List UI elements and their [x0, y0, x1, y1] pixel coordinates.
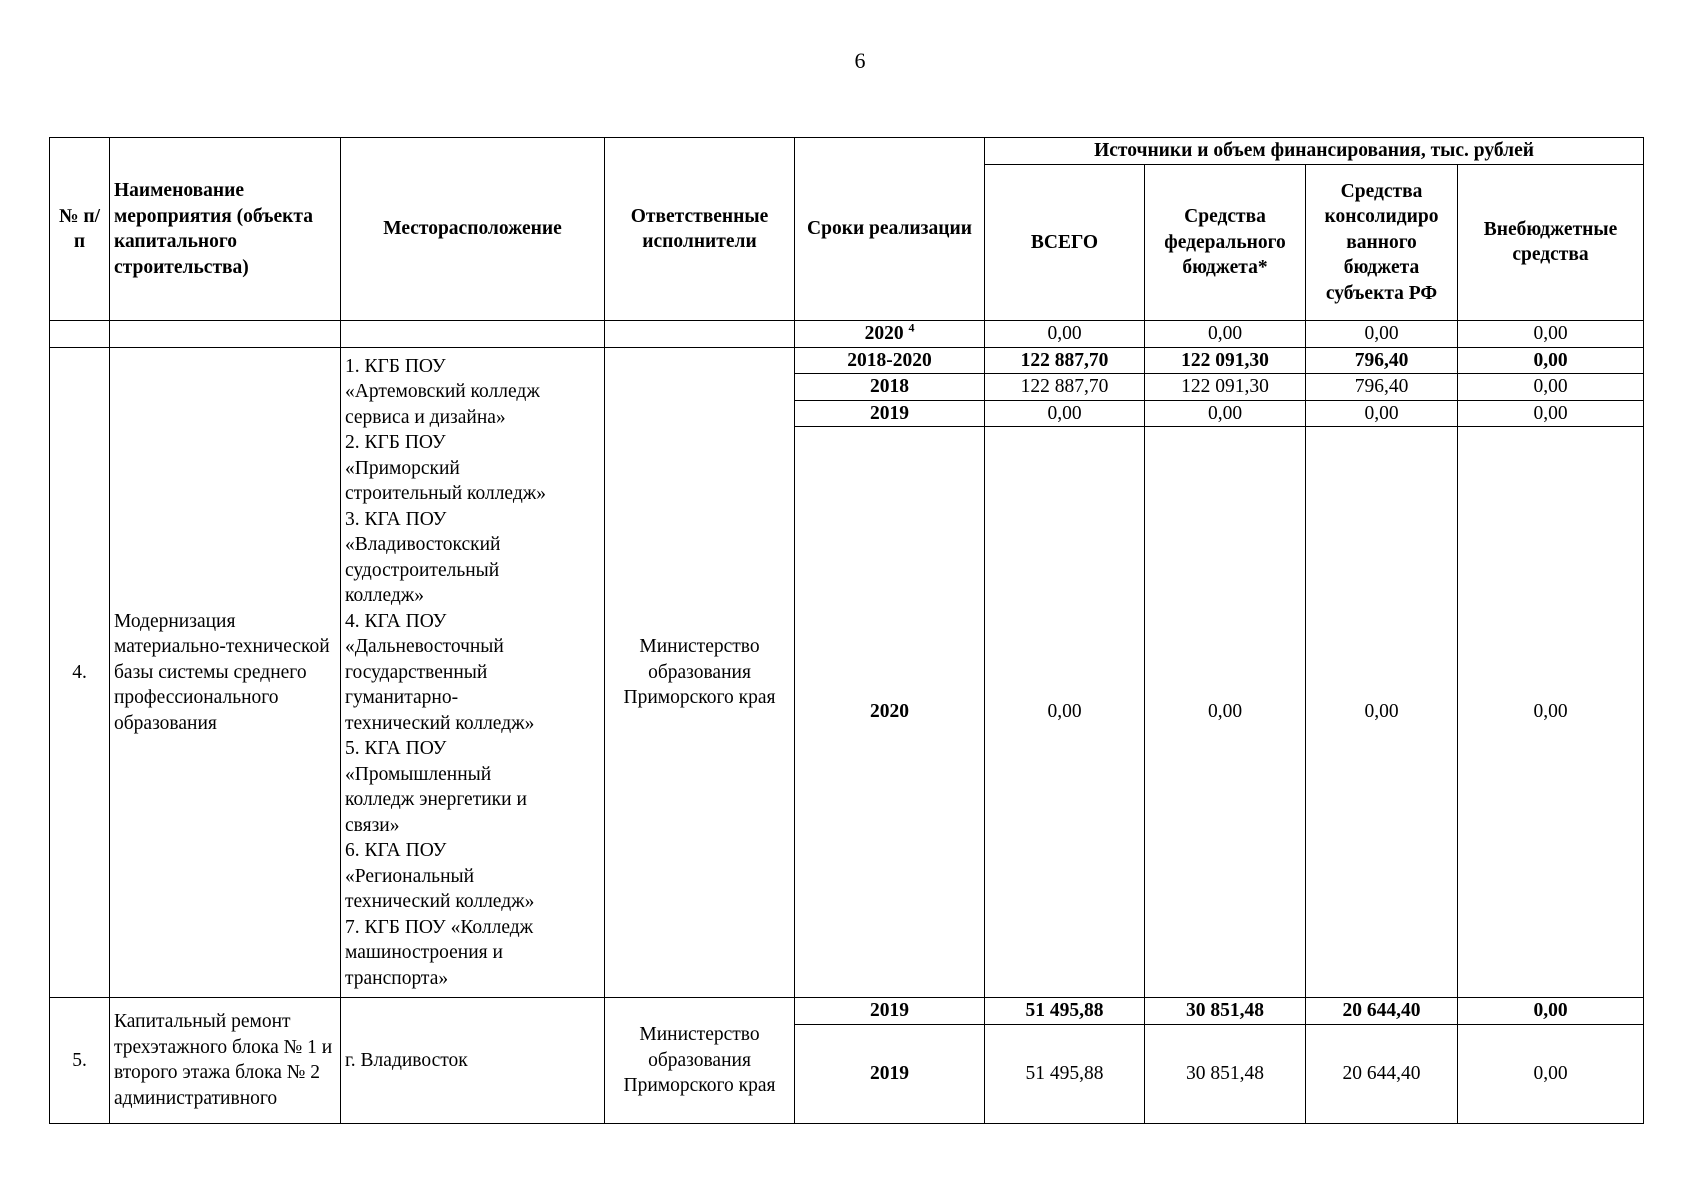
- header-total: ВСЕГО: [985, 164, 1145, 321]
- cell-total: 0,00: [985, 321, 1145, 348]
- cell-extra: 0,00: [1458, 427, 1644, 998]
- cell-regional: 0,00: [1306, 321, 1458, 348]
- cell-federal: 122 091,30: [1145, 374, 1306, 401]
- page-number: 6: [854, 48, 866, 73]
- item-executor: Министерство образования Приморского края: [605, 347, 795, 998]
- item-number: 5.: [50, 998, 110, 1124]
- table-row: [50, 998, 1644, 1025]
- cell-federal: 0,00: [1145, 427, 1306, 998]
- item-name: Капитальный ремонт трехэтажного блока № 1 и второго этажа блока № 2 административного: [110, 998, 341, 1124]
- header-extrabudget: Внебюджетные средства: [1458, 164, 1644, 321]
- footnote-mark: 4: [908, 320, 915, 335]
- location-line: «Дальневосточный: [345, 636, 504, 657]
- location-line: «Артемовский колледж: [345, 381, 540, 402]
- year-text: 2020: [864, 323, 904, 344]
- cell-year: 2018: [795, 374, 985, 401]
- cell-empty: [110, 321, 341, 348]
- cell-regional: 0,00: [1306, 400, 1458, 427]
- location-line: транспорта»: [345, 967, 449, 989]
- location-line: гуманитарно-: [345, 687, 459, 708]
- location-line: «Владивостокский: [345, 534, 501, 555]
- cell-empty: [341, 321, 605, 348]
- cell-total: 122 887,70: [985, 374, 1145, 401]
- header-federal: Средства федерального бюджета*: [1145, 164, 1306, 321]
- cell-federal: 0,00: [1145, 321, 1306, 348]
- cell-empty: [605, 321, 795, 348]
- cell-total: 0,00: [985, 400, 1145, 427]
- cell-total: 51 495,88: [985, 1024, 1145, 1123]
- location-line: 4. КГА ПОУ: [345, 610, 447, 632]
- header-funding-group: Источники и объем финансирования, тыс. рублей: [985, 138, 1644, 165]
- cell-federal: 122 091,30: [1145, 347, 1306, 374]
- cell-regional: 0,00: [1306, 427, 1458, 998]
- cell-regional: 20 644,40: [1306, 998, 1458, 1025]
- location-line: связи»: [345, 814, 400, 836]
- cell-federal: 30 851,48: [1145, 1024, 1306, 1123]
- location-line: колледж энергетики и: [345, 789, 527, 810]
- item-location: г. Владивосток: [341, 998, 605, 1124]
- cell-year: 2018-2020: [795, 347, 985, 374]
- table-row: [50, 347, 1644, 374]
- location-line: 7. КГБ ПОУ «Колледж: [345, 916, 534, 938]
- cell-total: 0,00: [985, 427, 1145, 998]
- location-line: государственный: [345, 661, 488, 683]
- location-line: колледж»: [345, 585, 424, 606]
- cell-federal: 30 851,48: [1145, 998, 1306, 1025]
- budget-table: [49, 137, 1644, 1124]
- cell-year: 2019: [795, 998, 985, 1025]
- header-location: Месторасположение: [341, 138, 605, 321]
- table-header-row: [50, 138, 1644, 165]
- location-line: судостроительный: [345, 559, 500, 581]
- cell-regional: 796,40: [1306, 347, 1458, 374]
- location-line: «Промышленный: [345, 763, 492, 785]
- item-number: 4.: [50, 347, 110, 998]
- cell-empty: [50, 321, 110, 348]
- location-line: 1. КГБ ПОУ: [345, 355, 446, 377]
- header-num: № п/п: [50, 138, 110, 321]
- header-executors: Ответственные исполнители: [605, 138, 795, 321]
- cell-extra: 0,00: [1458, 321, 1644, 348]
- header-name: Наименование мероприятия (объекта капитального строительства): [110, 138, 341, 321]
- location-line: «Приморский: [345, 457, 460, 479]
- item-location: [341, 347, 605, 998]
- cell-extra: 0,00: [1458, 400, 1644, 427]
- cell-total: 51 495,88: [985, 998, 1145, 1025]
- location-line: 3. КГА ПОУ: [345, 508, 447, 530]
- cell-extra: 0,00: [1458, 347, 1644, 374]
- cell-regional: 796,40: [1306, 374, 1458, 401]
- cell-regional: 20 644,40: [1306, 1024, 1458, 1123]
- cell-extra: 0,00: [1458, 374, 1644, 401]
- cell-year: 2020: [795, 427, 985, 998]
- location-line: 5. КГА ПОУ: [345, 738, 447, 759]
- item-name: Модернизация материально-технической базы системы среднего профессионального образования: [110, 347, 341, 998]
- cell-federal: 0,00: [1145, 400, 1306, 427]
- item-executor: Министерство образования Приморского края: [605, 998, 795, 1124]
- location-line: 6. КГА ПОУ: [345, 840, 447, 861]
- location-line: технический колледж»: [345, 712, 535, 734]
- location-line: сервиса и дизайна»: [345, 406, 506, 428]
- cell-year: [795, 321, 985, 348]
- cell-extra: 0,00: [1458, 1024, 1644, 1123]
- header-terms: Сроки реализации: [795, 138, 985, 321]
- header-regional: Средства консолидиро ванного бюджета субъекта РФ: [1306, 164, 1458, 321]
- cell-year: 2019: [795, 400, 985, 427]
- location-line: строительный колледж»: [345, 483, 546, 504]
- cell-year: 2019: [795, 1024, 985, 1123]
- location-line: технический колледж»: [345, 891, 535, 912]
- cell-total: 122 887,70: [985, 347, 1145, 374]
- location-line: машиностроения и: [345, 942, 503, 963]
- location-line: «Региональный: [345, 865, 475, 887]
- cell-extra: 0,00: [1458, 998, 1644, 1025]
- location-line: 2. КГБ ПОУ: [345, 432, 446, 453]
- table-row: [50, 321, 1644, 348]
